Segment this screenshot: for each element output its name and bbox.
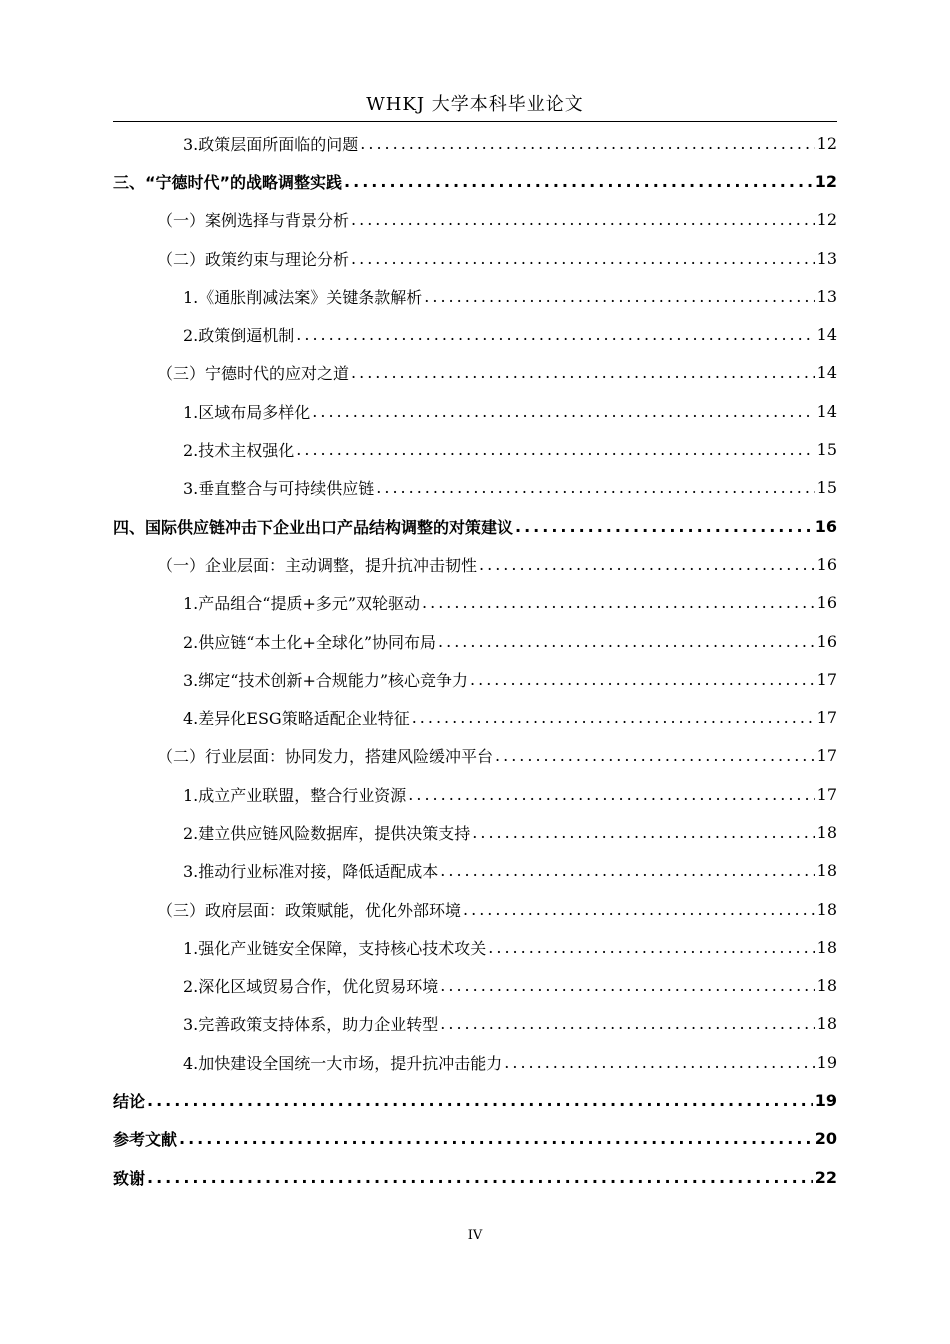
toc-entry-title: 2.政策倒逼机制 (183, 326, 295, 346)
table-of-contents (113, 124, 837, 1196)
toc-entry[interactable] (113, 469, 837, 507)
toc-entry-page: 18 (816, 899, 837, 919)
toc-entry[interactable] (113, 852, 837, 890)
toc-dot-leader (147, 1091, 813, 1110)
toc-dot-leader (424, 287, 814, 306)
toc-dot-leader (470, 670, 815, 689)
toc-entry[interactable] (113, 430, 837, 468)
toc-dot-leader (351, 210, 815, 229)
toc-entry[interactable] (113, 928, 837, 966)
toc-dot-leader (412, 708, 815, 727)
toc-dot-leader (147, 1168, 813, 1187)
toc-entry[interactable] (113, 277, 837, 315)
toc-dot-leader (504, 1053, 814, 1072)
toc-entry[interactable] (113, 737, 837, 775)
toc-entry-page: 16 (816, 593, 837, 613)
toc-entry[interactable] (113, 1005, 837, 1043)
toc-entry[interactable] (113, 660, 837, 698)
toc-dot-leader (179, 1129, 813, 1148)
toc-entry[interactable] (113, 162, 837, 200)
toc-entry[interactable] (113, 354, 837, 392)
toc-entry-page: 13 (816, 248, 837, 268)
toc-entry-page: 14 (816, 401, 837, 421)
toc-dot-leader (408, 785, 814, 804)
toc-entry-page: 18 (816, 822, 837, 842)
toc-entry-page: 18 (816, 937, 837, 957)
toc-entry-page: 15 (816, 478, 837, 498)
toc-entry-page: 12 (816, 133, 837, 153)
page-number: IV (467, 1228, 483, 1243)
toc-entry-title: 参考文献 (113, 1130, 178, 1150)
toc-entry-page: 19 (816, 1052, 837, 1072)
toc-entry-page: 17 (816, 746, 837, 766)
toc-entry-title: 2.建立供应链风险数据库，提供决策支持 (183, 823, 471, 843)
toc-entry-page: 18 (816, 976, 837, 996)
toc-entry-page: 18 (816, 861, 837, 881)
toc-entry-title: 3.政策层面所面临的问题 (183, 134, 359, 154)
toc-entry-title: 2.深化区域贸易合作，优化贸易环境 (183, 977, 439, 997)
toc-entry-page: 17 (816, 708, 837, 728)
toc-entry-title: 1.强化产业链安全保障，支持核心技术攻关 (183, 938, 487, 958)
toc-entry-page: 19 (814, 1091, 837, 1111)
toc-entry-title: 3.绑定“技术创新+合规能力”核心竞争力 (183, 670, 469, 690)
toc-dot-leader (463, 900, 815, 919)
toc-dot-leader (488, 938, 814, 957)
toc-entry[interactable] (113, 1043, 837, 1081)
toc-entry[interactable] (113, 315, 837, 353)
toc-entry-title: （一）案例选择与背景分析 (157, 211, 350, 231)
toc-entry-title: （三）宁德时代的应对之道 (157, 364, 350, 384)
toc-dot-leader (495, 746, 815, 765)
toc-entry-page: 16 (816, 554, 837, 574)
toc-entry[interactable] (113, 1081, 837, 1119)
toc-entry-title: 1.产品组合“提质+多元”双轮驱动 (183, 594, 421, 614)
toc-dot-leader (296, 325, 814, 344)
page-header-title: WHKJ 大学本科毕业论文 (366, 94, 584, 115)
toc-entry-title: （一）企业层面：主动调整，提升抗冲击韧性 (157, 555, 478, 575)
toc-entry-page: 15 (816, 440, 837, 460)
toc-entry[interactable] (113, 890, 837, 928)
toc-entry-page: 14 (816, 363, 837, 383)
toc-entry[interactable] (113, 124, 837, 162)
toc-dot-leader (351, 249, 815, 268)
toc-dot-leader (515, 517, 813, 536)
toc-entry-title: 2.供应链“本土化+全球化”协同布局 (183, 632, 437, 652)
toc-dot-leader (422, 593, 815, 612)
toc-entry[interactable] (113, 545, 837, 583)
toc-entry-page: 17 (816, 669, 837, 689)
toc-entry-title: 结论 (113, 1092, 146, 1112)
toc-dot-leader (360, 134, 814, 153)
toc-dot-leader (438, 632, 815, 651)
toc-dot-leader (472, 823, 814, 842)
toc-entry[interactable] (113, 1158, 837, 1196)
toc-entry-page: 16 (816, 631, 837, 651)
toc-dot-leader (440, 976, 814, 995)
toc-entry[interactable] (113, 1120, 837, 1158)
toc-entry[interactable] (113, 507, 837, 545)
toc-entry-title: （二）行业层面：协同发力，搭建风险缓冲平台 (157, 747, 494, 767)
toc-entry-page: 14 (816, 325, 837, 345)
toc-entry-page: 20 (814, 1129, 837, 1149)
toc-entry[interactable] (113, 775, 837, 813)
toc-entry-page: 17 (816, 784, 837, 804)
toc-entry-page: 16 (814, 516, 837, 536)
toc-dot-leader (479, 555, 815, 574)
header-divider (113, 121, 837, 122)
toc-entry-title: 4.加快建设全国统一大市场，提升抗冲击能力 (183, 1053, 503, 1073)
toc-entry-title: 4.差异化ESG策略适配企业特征 (183, 709, 410, 729)
toc-entry-page: 12 (816, 210, 837, 230)
toc-entry[interactable] (113, 622, 837, 660)
toc-entry-title: 3.推动行业标准对接，降低适配成本 (183, 862, 439, 882)
toc-entry-page: 18 (816, 1014, 837, 1034)
toc-entry[interactable] (113, 813, 837, 851)
toc-entry-title: 四、国际供应链冲击下企业出口产品结构调整的对策建议 (113, 517, 514, 537)
toc-entry-title: 1.《通胀削减法案》关键条款解析 (183, 287, 423, 307)
toc-entry-title: 3.垂直整合与可持续供应链 (183, 479, 375, 499)
toc-entry[interactable] (113, 239, 837, 277)
toc-dot-leader (344, 172, 813, 191)
toc-dot-leader (312, 402, 814, 421)
toc-dot-leader (351, 363, 815, 382)
toc-dot-leader (440, 1014, 814, 1033)
toc-entry-title: 3.完善政策支持体系，助力企业转型 (183, 1015, 439, 1035)
toc-entry[interactable] (113, 201, 837, 239)
toc-dot-leader (440, 861, 814, 880)
toc-entry-title: 三、“宁德时代”的战略调整实践 (113, 172, 343, 192)
toc-entry-page: 13 (816, 286, 837, 306)
toc-entry-title: 2.技术主权强化 (183, 441, 295, 461)
toc-entry[interactable] (113, 698, 837, 736)
toc-entry[interactable] (113, 967, 837, 1005)
toc-dot-leader (296, 440, 814, 459)
toc-entry-title: （三）政府层面：政策赋能，优化外部环境 (157, 900, 462, 920)
toc-dot-leader (376, 478, 814, 497)
toc-entry-page: 22 (814, 1167, 837, 1187)
toc-entry[interactable] (113, 584, 837, 622)
toc-entry-page: 12 (814, 171, 837, 191)
toc-entry[interactable] (113, 392, 837, 430)
toc-entry-title: 1.区域布局多样化 (183, 402, 311, 422)
toc-entry-title: 致谢 (113, 1168, 146, 1188)
toc-entry-title: （二）政策约束与理论分析 (157, 249, 350, 269)
toc-entry-title: 1.成立产业联盟，整合行业资源 (183, 785, 407, 805)
